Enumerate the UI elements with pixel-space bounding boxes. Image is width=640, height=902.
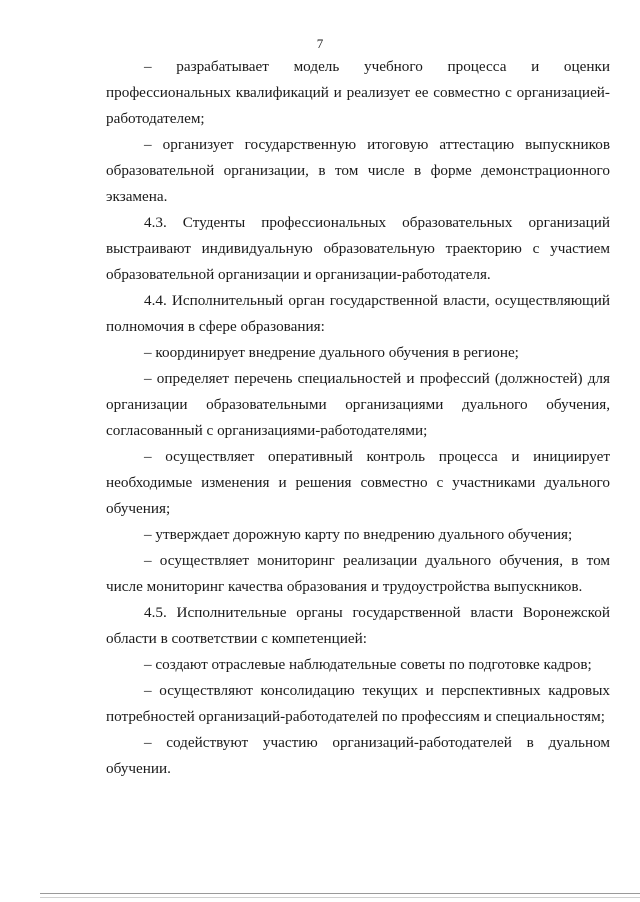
document-body xyxy=(106,54,610,782)
paragraph-4-3: 4.3. Студенты профессиональных образовательных организаций выстраивают индивидуальную образовательную траекторию с участием образовательной организации и организации-работодателя. xyxy=(106,214,610,283)
paragraph-operational-control: – осуществляет оперативный контроль процесса и инициирует необходимые изменения и решения совместно с участниками дуального обучения; xyxy=(106,448,610,517)
paragraph-coordinates: – координирует внедрение дуального обучения в регионе; xyxy=(144,344,519,361)
page-number: 7 xyxy=(316,36,324,51)
paragraph-develops-model: – разрабатывает модель учебного процесса и оценки профессиональных квалификаций и реализует ее совместно с организацией-работодателем; xyxy=(106,58,610,127)
paragraph-4-5: 4.5. Исполнительные органы государственной власти Воронежской области в соответствии с компетенцией: xyxy=(106,604,610,647)
paragraph-monitoring: – осуществляет мониторинг реализации дуального обучения, в том числе мониторинг качества образования и трудоустройства выпускников. xyxy=(106,552,610,595)
paragraph-consolidation: – осуществляют консолидацию текущих и перспективных кадровых потребностей организаций-работодателей по профессиям и специальностям; xyxy=(106,682,610,725)
paragraph-final-attestation: – организует государственную итоговую аттестацию выпускников образовательной организации, в том числе в форме демонстрационного экзамена. xyxy=(106,136,610,205)
paragraph-4-4: 4.4. Исполнительный орган государственной власти, осуществляющий полномочия в сфере образования: xyxy=(106,292,610,335)
paragraph-defines-list: – определяет перечень специальностей и профессий (должностей) для организации образовательными организациями дуального обучения, согласованный с организациями-работодателями; xyxy=(106,370,610,439)
paragraph-councils: – создают отраслевые наблюдательные советы по подготовке кадров; xyxy=(144,656,592,673)
scan-edge-line-secondary xyxy=(40,897,640,898)
scan-edge-line xyxy=(40,893,640,894)
paragraph-assist-employers: – содействуют участию организаций-работодателей в дуальном обучении. xyxy=(106,734,610,777)
paragraph-roadmap: – утверждает дорожную карту по внедрению дуального обучения; xyxy=(144,526,573,543)
